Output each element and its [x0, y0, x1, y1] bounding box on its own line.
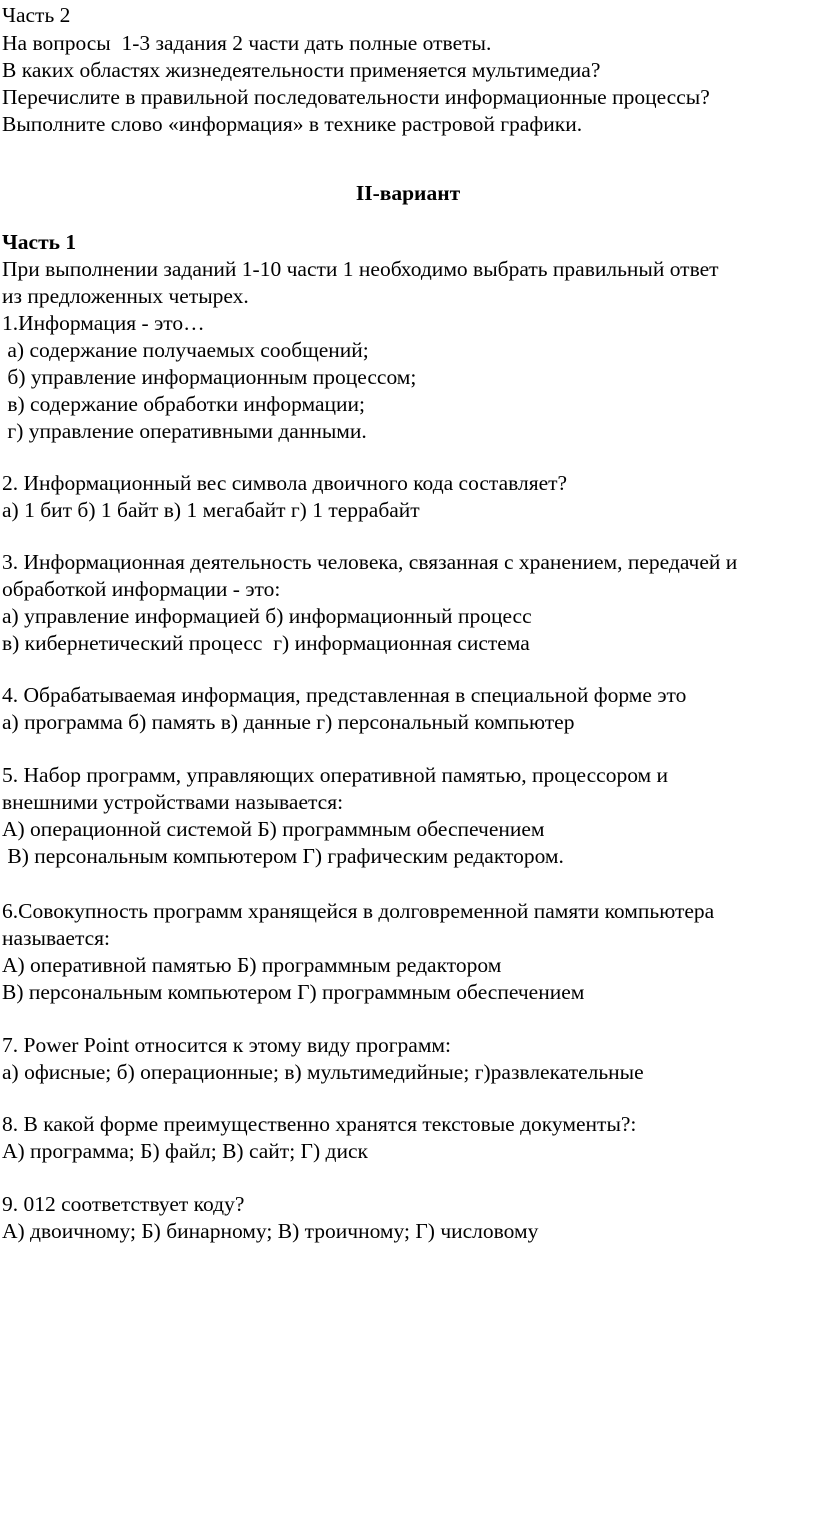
question-5-options: А) операционной системой Б) программным обеспечением — [2, 817, 545, 841]
question-1-option: б) управление информационным процессом; — [2, 365, 417, 389]
part1-heading: Часть 1 — [2, 230, 77, 254]
question-6-text: называется: — [2, 926, 111, 950]
question-8-text: 8. В какой форме преимущественно хранятся текстовые документы?: — [2, 1112, 637, 1136]
variant-title: II-вариант — [355, 181, 461, 205]
question-9-options: А) двоичному; Б) бинарному; В) троичному; Г) числовому — [2, 1219, 539, 1243]
question-5-text: внешними устройствами называется: — [2, 790, 344, 814]
part1-intro-line: из предложенных четырех. — [2, 284, 249, 308]
question-1-text: 1.Информация - это… — [2, 311, 205, 335]
question-6-options: В) персональным компьютером Г) программным обеспечением — [2, 980, 585, 1004]
question-3-options: в) кибернетический процесс г) информационная система — [2, 631, 530, 655]
question-2-options: а) 1 бит б) 1 байт в) 1 мегабайт г) 1 террабайт — [2, 498, 420, 522]
question-3-options: а) управление информацией б) информационный процесс — [2, 604, 532, 628]
question-6-options: А) оперативной памятью Б) программным редактором — [2, 953, 502, 977]
question-7-options: а) офисные; б) операционные; в) мультимедийные; г)развлекательные — [2, 1060, 644, 1084]
question-1-option: г) управление оперативными данными. — [2, 419, 367, 443]
question-2-text: 2. Информационный вес символа двоичного кода составляет? — [2, 471, 568, 495]
question-3-text: обработкой информации - это: — [2, 577, 281, 601]
question-9-text: 9. 012 соответствует коду? — [2, 1192, 245, 1216]
part2-heading: Часть 2 — [2, 3, 71, 27]
question-5-options: В) персональным компьютером Г) графическим редактором. — [2, 844, 564, 868]
part2-line: Выполните слово «информация» в технике растровой графики. — [2, 112, 583, 136]
question-8-options: А) программа; Б) файл; В) сайт; Г) диск — [2, 1139, 368, 1163]
question-6-text: 6.Совокупность программ хранящейся в долговременной памяти компьютера — [2, 899, 715, 923]
part2-line: Перечислите в правильной последовательности информационные процессы? — [2, 85, 710, 109]
question-5-text: 5. Набор программ, управляющих оперативной памятью, процессором и — [2, 763, 669, 787]
part2-line: На вопросы 1-3 задания 2 части дать полные ответы. — [2, 31, 492, 55]
question-1-option: в) содержание обработки информации; — [2, 392, 366, 416]
question-3-text: 3. Информационная деятельность человека, связанная с хранением, передачей и — [2, 550, 738, 574]
part2-line: В каких областях жизнедеятельности применяется мультимедиа? — [2, 58, 601, 82]
question-4-text: 4. Обрабатываемая информация, представленная в специальной форме это — [2, 683, 687, 707]
question-1-option: а) содержание получаемых сообщений; — [2, 338, 369, 362]
part1-intro-line: При выполнении заданий 1-10 части 1 необходимо выбрать правильный ответ — [2, 257, 719, 281]
question-4-options: а) программа б) память в) данные г) персональный компьютер — [2, 710, 575, 734]
question-7-text: 7. Power Point относится к этому виду программ: — [2, 1033, 452, 1057]
